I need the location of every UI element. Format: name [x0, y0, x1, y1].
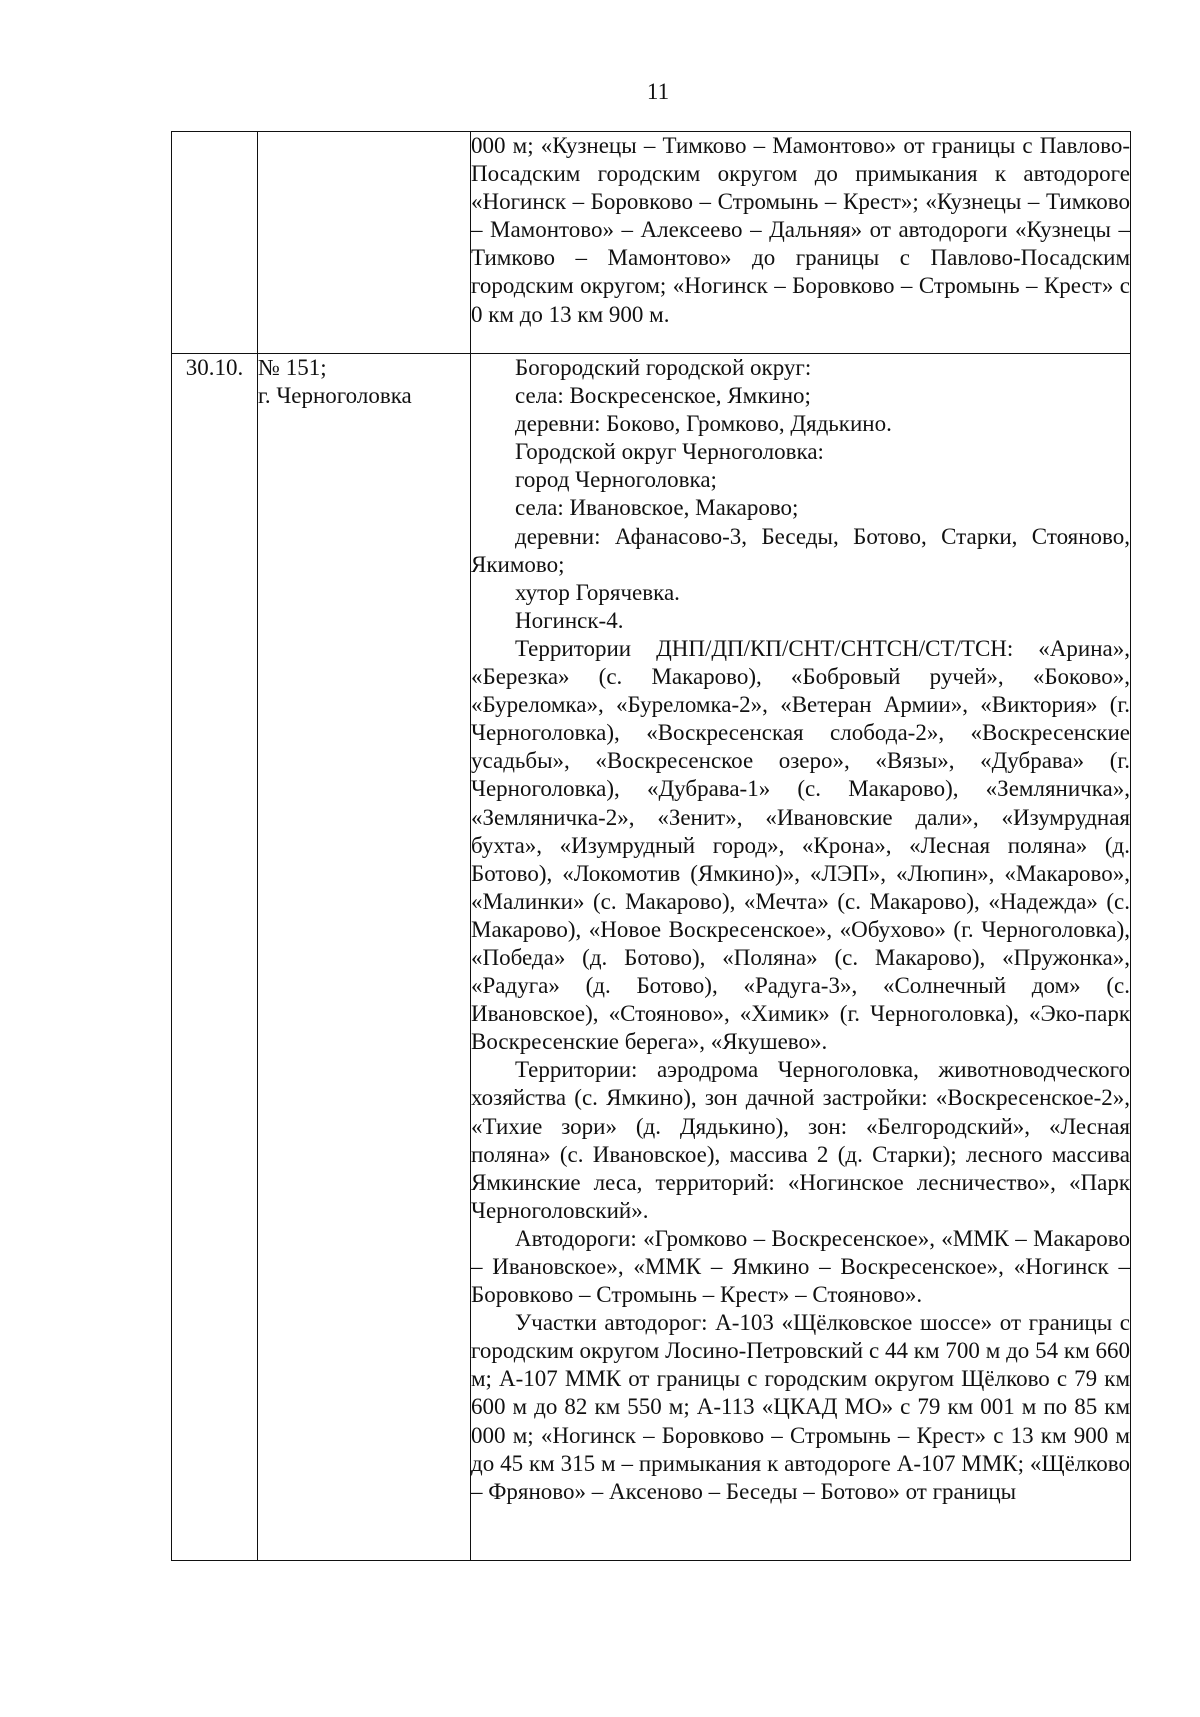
territory-paragraph: села: Ивановское, Макарово; — [515, 495, 799, 521]
table-row — [172, 354, 1131, 1561]
decision-number: № 151; — [258, 355, 327, 380]
decisions-table — [171, 131, 1131, 1561]
territory-cell — [471, 132, 1131, 354]
district-heading: Богородский городской округ: — [515, 355, 812, 380]
date-cell: 30.10. — [172, 354, 258, 1561]
territory-cell — [471, 354, 1131, 1561]
territory-paragraph: город Черноголовка; — [515, 467, 717, 493]
page-number: 11 — [646, 79, 670, 104]
decision-place: г. Черноголовка — [258, 383, 412, 409]
date-cell — [172, 132, 258, 354]
table-row — [172, 132, 1131, 354]
district-heading: Городской округ Черноголовка: — [515, 439, 824, 465]
roads-paragraph: Автодороги: «Громково – Воскресенское», «ММК – Макарово – Ивановское», «ММК – Ямкино – Воскресенское», «Ногинск – Боровково – Стромынь – Крест» – Стояново». — [471, 1225, 1130, 1308]
territory-paragraph: Территории: аэродрома Черноголовка, животноводческого хозяйства (с. Ямкино), зон дачной застройки: «Воскресенское-2», «Тихие зори» (д. Дядькино), зон: «Белгородский», «Лесная поляна» (с. Ивановское), массива 2 (д. Старки); лесного массива Ямкинские леса, территорий: «Ногинское лесничество», «Парк Черноголовский». — [471, 1057, 1130, 1223]
territory-paragraph: хутор Горячевка. — [515, 579, 680, 605]
territory-paragraph: 000 м; «Кузнецы – Тимково – Мамонтово» от границы с Павлово-Посадским городским округом до примыкания к автодороге «Ногинск – Боровково – Стромынь – Крест»; «Кузнецы – Тимково – Мамонтово» – Алексеево – Дальняя» от автодороги «Кузнецы – Тимково – Мамонтово» до границы с Павлово-Посадским городским округом; «Ногинск – Боровково – Стромынь – Крест» с 0 км до 13 км 900 м. — [471, 133, 1130, 327]
territory-paragraph: Территории ДНП/ДП/КП/СНТ/СНТСН/СТ/ТСН: «Арина», «Березка» (с. Макарово), «Бобровый ручей», «Боково», «Буреломка», «Буреломка-2», «Ветеран Армии», «Виктория» (г. Черноголовка), «Воскресенская слобода-2», «Воскресенские усадьбы», «Воскресенское озеро», «Вязы», «Дубрава» (г. Черноголовка), «Дубрава-1» (с. Макарово), «Земляничка», «Земляничка-2», «Зенит», «Ивановские дали», «Изумрудная бухта», «Изумрудный город», «Крона», «Лесная поляна» (д. Ботово), «Локомотив (Ямкино)», «ЛЭП», «Люпин», «Макарово», «Малинки» (с. Макарово), «Мечта» (с. Макарово), «Надежда» (с. Макарово), «Новое Воскресенское», «Обухово» (г. Черноголовка), «Победа» (д. Ботово), «Поляна» (с. Макарово), «Пружонка», «Радуга» (д. Ботово), «Радуга-3», «Солнечный дом» (с. Ивановское), «Стояново», «Химик» (г. Черноголовка), «Эко-парк Воскресенские берега», «Якушево». — [471, 635, 1130, 1055]
territory-paragraph: села: Воскресенское, Ямкино; — [515, 383, 811, 409]
territory-paragraph: деревни: Афанасово-3, Беседы, Ботово, Старки, Стояново, Якимово; — [471, 523, 1130, 577]
territory-paragraph: деревни: Боково, Громково, Дядькино. — [515, 411, 892, 437]
number-cell — [258, 132, 471, 354]
territory-paragraph: Ногинск-4. — [515, 607, 624, 633]
number-cell — [258, 354, 471, 1561]
road-sections-paragraph: Участки автодорог: А-103 «Щёлковское шоссе» от границы с городским округом Лосино-Петровский с 44 км 700 м до 54 км 660 м; А-107 ММК от границы с городским округом Щёлково с 79 км 600 м до 82 км 550 м; А-113 «ЦКАД МО» с 79 км 001 м по 85 км 000 м; «Ногинск – Боровково – Стромынь – Крест» с 13 км 900 м до 45 км 315 м – примыкания к автодороге А-107 ММК; «Щёлково – Фряново» – Аксеново – Беседы – Ботово» от границы — [471, 1310, 1130, 1504]
